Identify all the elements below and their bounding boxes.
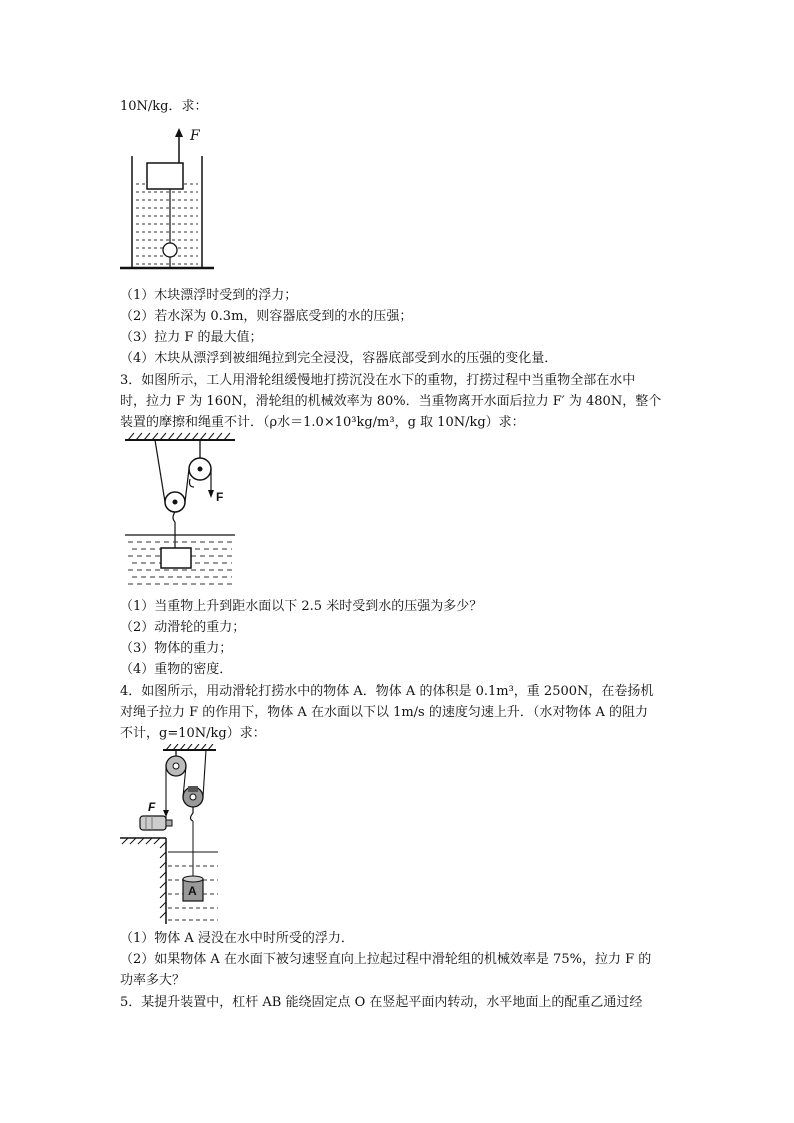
text-line-2: （2）若水深为 0.3m，则容器底受到的水的压强； [120,309,413,324]
text-line-15: （1）物体 A 浸没在水中时所受的浮力． [120,931,354,946]
text-line-6: 时，拉力 F 为 160N，滑轮组的机械效率为 80%．当重物离开水面后拉力 F′ 为 480N，整个 [120,394,662,409]
text-line-11: （4）重物的密度． [120,662,233,677]
text-line-18: 5．某提升装置中，杠杆 AB 能绕固定点 O 在竖起平面内转动，水平地面上的配重乙通过经 [120,995,643,1010]
text-line-9: （2）动滑轮的重力； [120,620,246,635]
text-line-5: 3．如图所示，工人用滑轮组缓慢地打捞沉没在水下的重物，打捞过程中当重物全部在水中 [120,373,636,388]
figure-pulley-system-water [120,432,240,592]
text-line-4: （4）木块从漂浮到被细绳拉到完全浸没，容器底部受到水的压强的变化量． [120,351,558,366]
text-line-0: 10N/kg．求： [120,99,208,114]
text-line-13: 对绳子拉力 F 的作用下，物体 A 在水面以下以 1m/s 的速度匀速上升．（水对物体 A 的阻力 [120,705,649,720]
text-line-16: （2）如果物体 A 在水面下被匀速竖直向上拉起过程中滑轮组的机械效率是 75%，拉力 F 的 [120,952,652,967]
figure-block-in-container [118,126,218,272]
fig3-object-label: A [188,884,197,898]
figure-winch-pulley-object-a [118,744,228,926]
fig3-force-label: F [148,800,156,814]
text-line-1: （1）木块漂浮时受到的浮力； [120,288,298,303]
text-line-8: （1）当重物上升到距水面以下 2.5 米时受到水的压强为多少？ [120,599,483,614]
text-line-7: 装置的摩擦和绳重不计．（ρ水＝1.0×10³kg/m³，g 取 10N/kg）求： [120,415,525,430]
fig2-force-label: F [216,490,224,504]
text-line-14: 不计，g=10N/kg）求： [120,726,266,741]
fig1-force-label: F [190,128,200,144]
text-line-17: 功率多大？ [120,973,186,988]
text-line-3: （3）拉力 F 的最大值； [120,330,263,345]
text-line-10: （3）物体的重力； [120,641,233,656]
text-line-12: 4．如图所示，用动滑轮打捞水中的物体 A．物体 A 的体积是 0.1m³，重 2500N，在卷扬机 [120,684,654,699]
